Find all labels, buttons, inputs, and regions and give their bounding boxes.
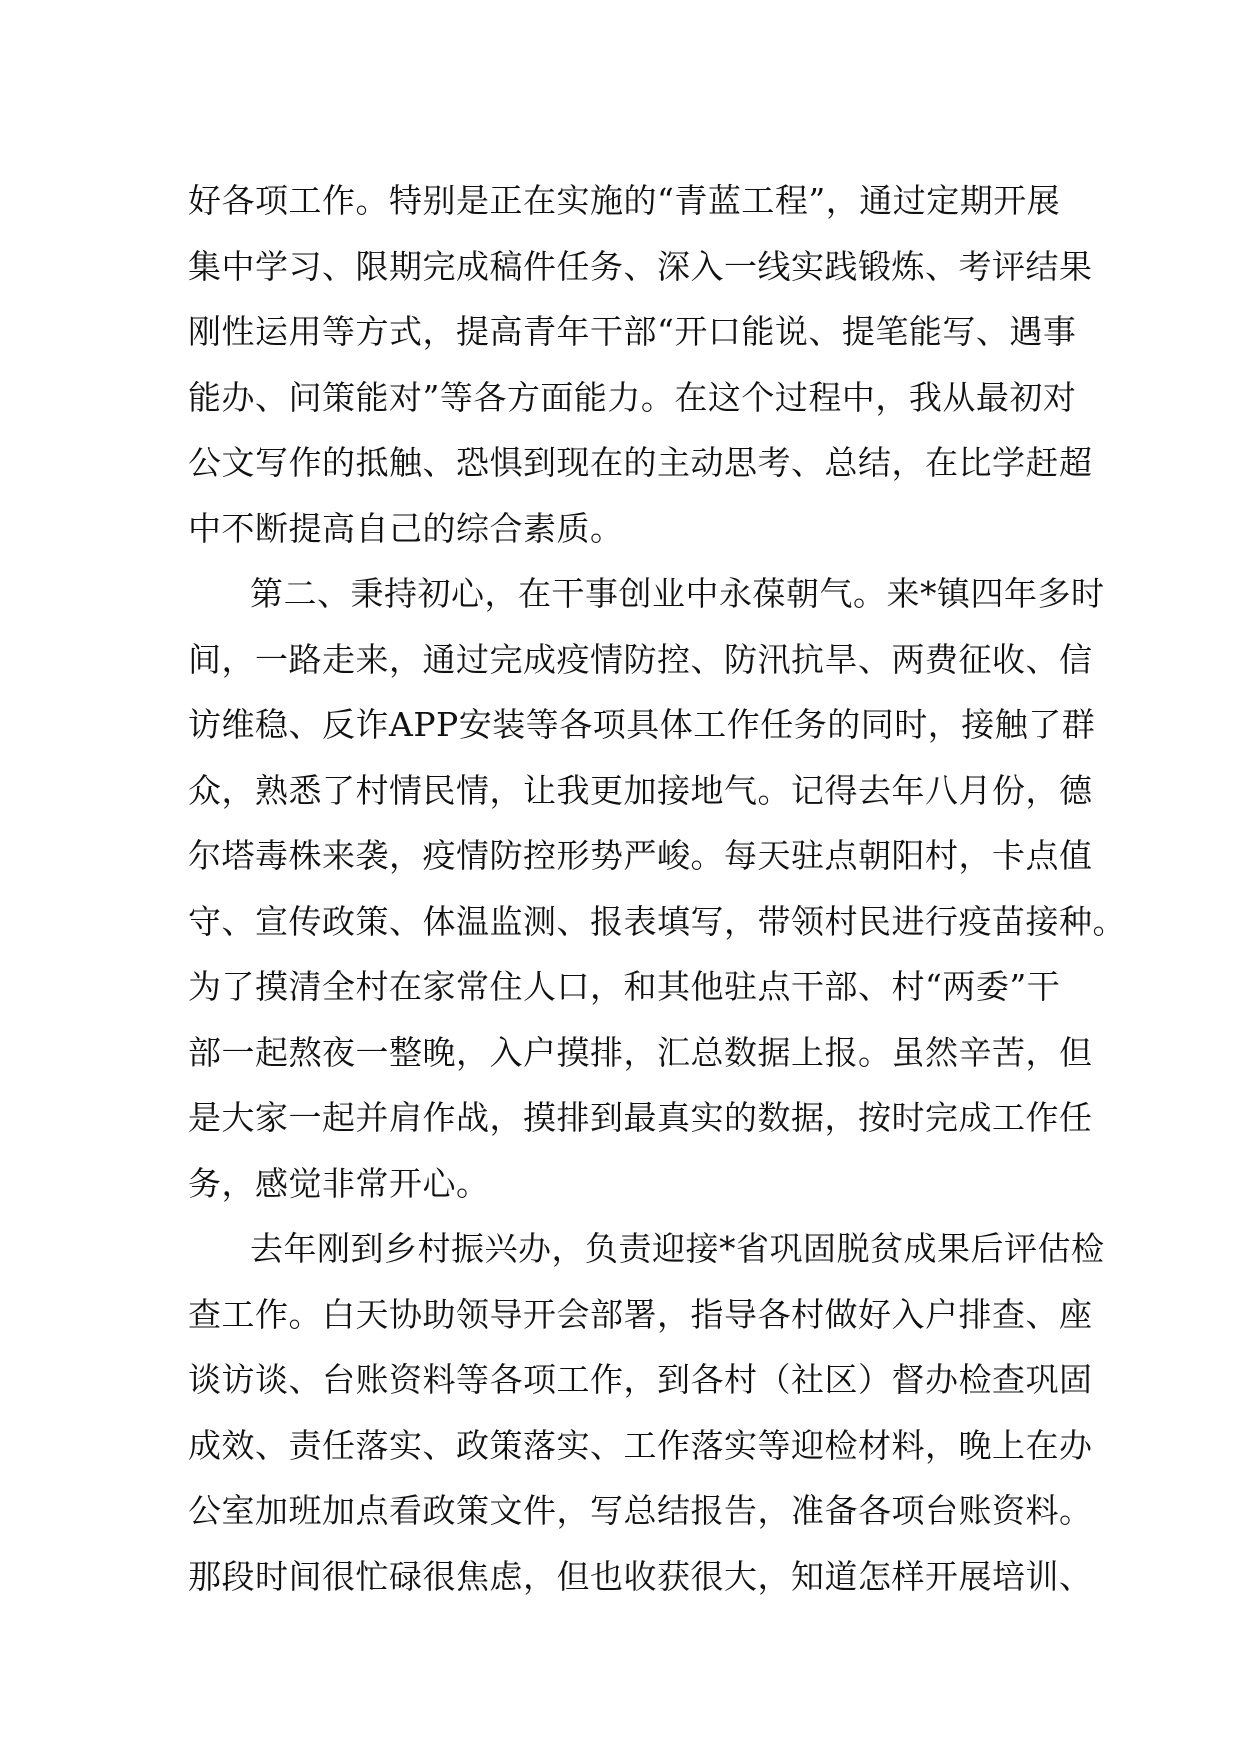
text-line: 尔塔毒株来袭，疫情防控形势严峻。每天驻点朝阳村，卡点值 [188, 836, 1093, 875]
text-line: 间，一路走来，通过完成疫情防控、防汛抗旱、两费征收、信 [188, 639, 1093, 679]
text-line: 务，感觉非常开心。 [188, 1163, 490, 1203]
text-line: 中不断提高自己的综合素质。 [188, 508, 624, 548]
paragraph [188, 561, 1126, 1216]
document-body [188, 168, 1126, 1609]
text-line: 谈访谈、台账资料等各项工作，到各村（社区）督办检查巩固 [188, 1360, 1093, 1399]
text-line: 刚性运用等方式，提高青年干部“开口能说、提笔能写、遇事 [188, 312, 1077, 351]
text-line: 是大家一起并肩作战，摸排到最真实的数据，按时完成工作任 [188, 1098, 1093, 1137]
text-line: 部一起熬夜一整晚，入户摸排，汇总数据上报。虽然辛苦，但 [188, 1032, 1093, 1072]
text-line: 众，熟悉了村情民情，让我更加接地气。记得去年八月份，德 [188, 770, 1093, 810]
text-line: 成效、责任落实、政策落实、工作落实等迎检材料，晚上在办 [188, 1425, 1093, 1465]
text-line: 去年刚到乡村振兴办，负责迎接*省巩固脱贫成果后评估检 [250, 1229, 1105, 1268]
text-line: 集中学习、限期完成稿件任务、深入一线实践锻炼、考评结果 [188, 246, 1093, 286]
paragraph [188, 1216, 1105, 1609]
text-line: 查工作。白天协助领导开会部署，指导各村做好入户排查、座 [188, 1294, 1093, 1334]
text-line: 那段时间很忙碌很焦虑，但也收获很大，知道怎样开展培训、 [188, 1556, 1093, 1596]
text-line: 能办、问策能对”等各方面能力。在这个过程中，我从最初对 [188, 377, 1077, 417]
text-line: 公室加班加点看政策文件，写总结报告，准备各项台账资料。 [188, 1491, 1093, 1530]
paragraph [188, 168, 1093, 561]
text-line: 好各项工作。特别是正在实施的“青蓝工程”，通过定期开展 [188, 181, 1061, 220]
text-line: 第二、秉持初心，在干事创业中永葆朝气。来*镇四年多时 [250, 574, 1105, 613]
text-line: 守、宣传政策、体温监测、报表填写，带领村民进行疫苗接种。 [188, 901, 1126, 941]
text-line: 为了摸清全村在家常住人口，和其他驻点干部、村“两委”干 [188, 967, 1061, 1006]
text-line: 公文写作的抵触、恐惧到现在的主动思考、总结，在比学赶超 [188, 443, 1093, 482]
text-line: 访维稳、反诈APP安装等各项具体工作任务的同时，接触了群 [188, 705, 1096, 744]
